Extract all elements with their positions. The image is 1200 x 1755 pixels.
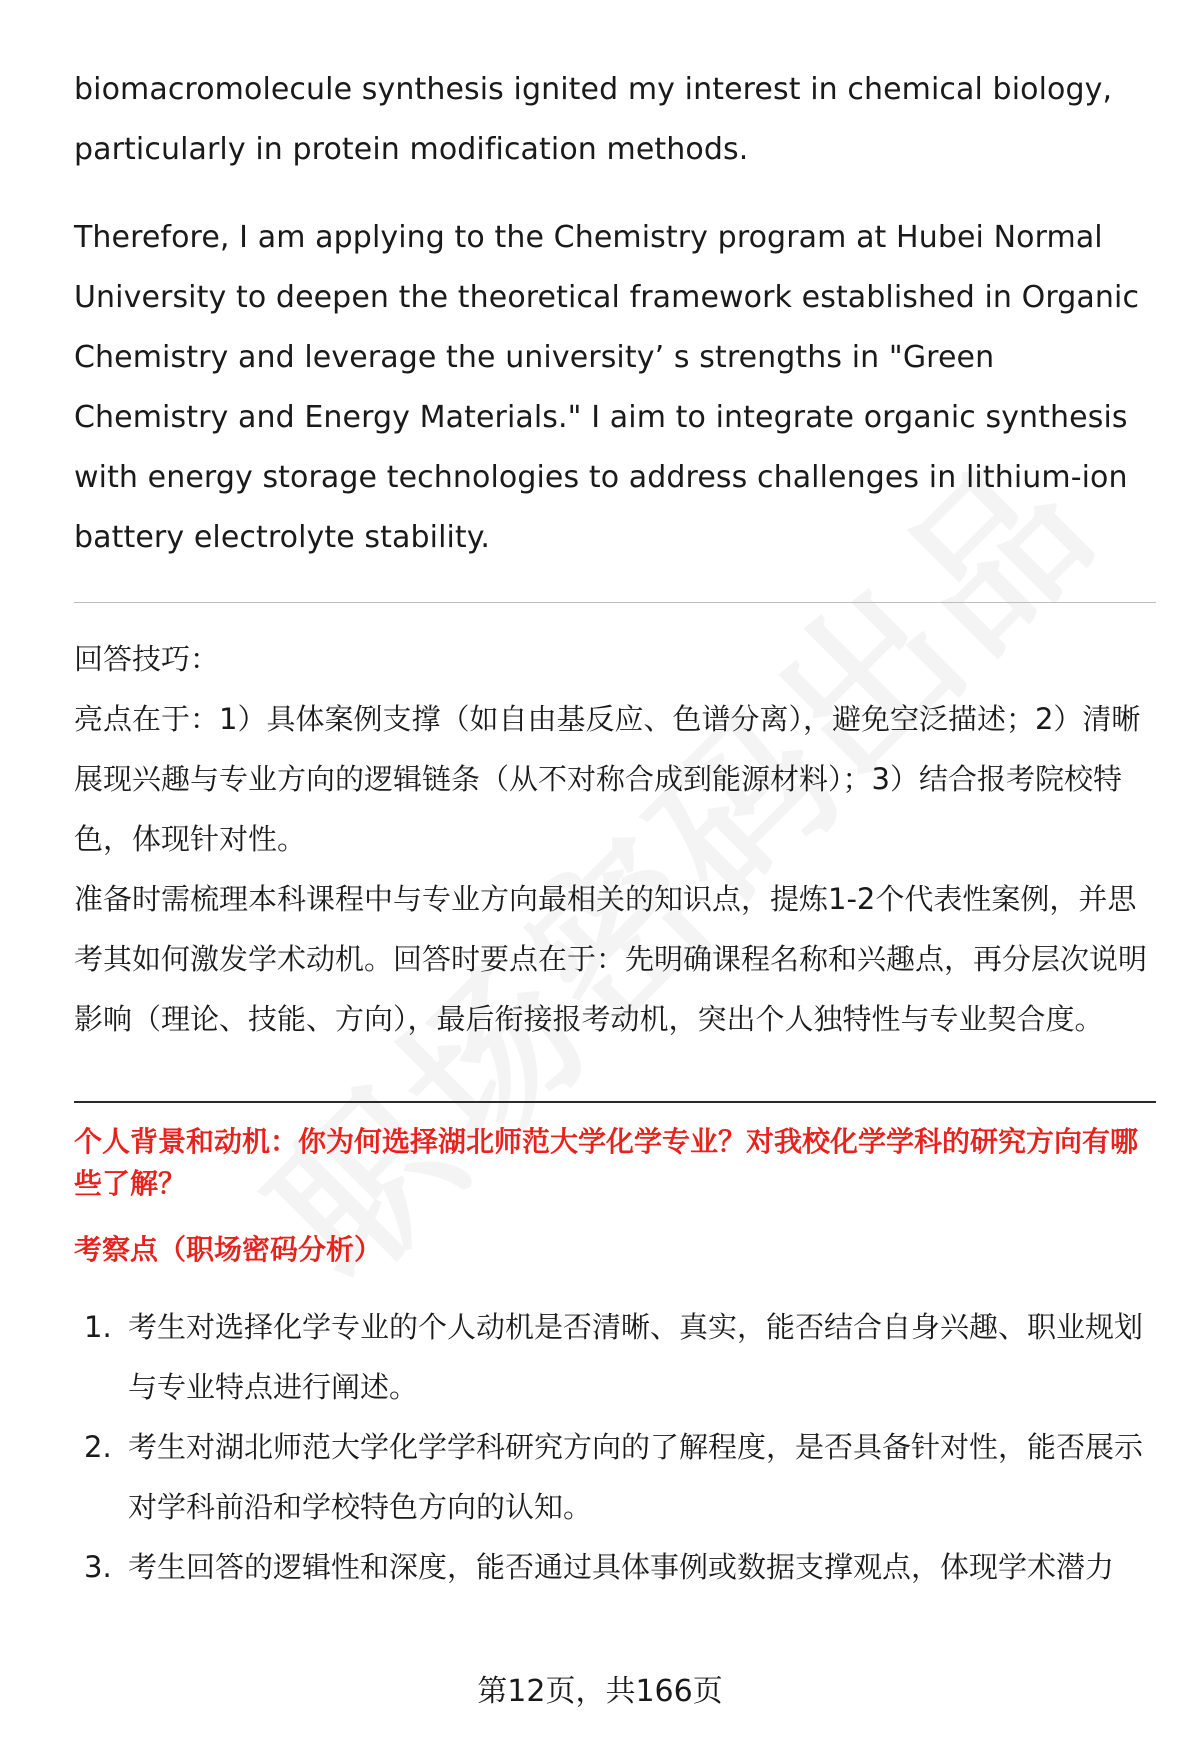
divider-grey <box>74 602 1156 603</box>
list-item-text: 考生对选择化学专业的个人动机是否清晰、真实，能否结合自身兴趣、职业规划与专业特点进行阐述。 <box>128 1310 1144 1404</box>
list-item-number: 1. <box>84 1310 112 1344</box>
list-item-text: 考生对湖北师范大学化学学科研究方向的了解程度，是否具备针对性，能否展示对学科前沿和学校特色方向的认知。 <box>128 1430 1144 1524</box>
assessment-list <box>74 1297 1156 1597</box>
page-footer: 第12页，共166页 <box>477 1674 723 1709</box>
tips-highlights: 亮点在于：1）具体案例支撑（如自由基反应、色谱分离），避免空泛描述；2）清晰展现兴趣与专业方向的逻辑链条（从不对称合成到能源材料）；3）结合报考院校特色，体现针对性。 <box>74 702 1141 856</box>
question-heading: 个人背景和动机：你为何选择湖北师范大学化学专业？对我校化学学科的研究方向有哪些了解？ <box>74 1125 1139 1200</box>
list-item <box>74 1297 1156 1417</box>
list-item <box>74 1417 1156 1537</box>
list-item <box>74 1537 1156 1597</box>
document-page <box>74 60 1156 1597</box>
list-item-number: 3. <box>84 1550 112 1584</box>
tips-preparation: 准备时需梳理本科课程中与专业方向最相关的知识点，提炼1-2个代表性案例，并思考其如何激发学术动机。回答时要点在于：先明确课程名称和兴趣点，再分层次说明影响（理论、技能、方向），最后衔接报考动机，突出个人独特性与专业契合度。 <box>74 882 1148 1036</box>
list-item-number: 2. <box>84 1430 112 1464</box>
intro-paragraph-1: biomacromolecule synthesis ignited my interest in chemical biology, particularly in protein modification methods. <box>74 72 1113 167</box>
list-item-text: 考生回答的逻辑性和深度，能否通过具体事例或数据支撑观点，体现学术潜力 <box>128 1550 1115 1584</box>
assessment-title: 考察点（职场密码分析） <box>74 1233 383 1266</box>
tips-title: 回答技巧： <box>74 642 220 676</box>
intro-paragraph-2: Therefore, I am applying to the Chemistry program at Hubei Normal University to deepen the theoretical framework established in Organic Chemistry and leverage the university’ s strengths in "Green Chemistry and Energy Materials." I aim to integrate organic synthesis with energy storage technologies to address challenges in lithium-ion battery electrolyte stability. <box>74 220 1140 555</box>
divider-dark <box>74 1101 1156 1103</box>
